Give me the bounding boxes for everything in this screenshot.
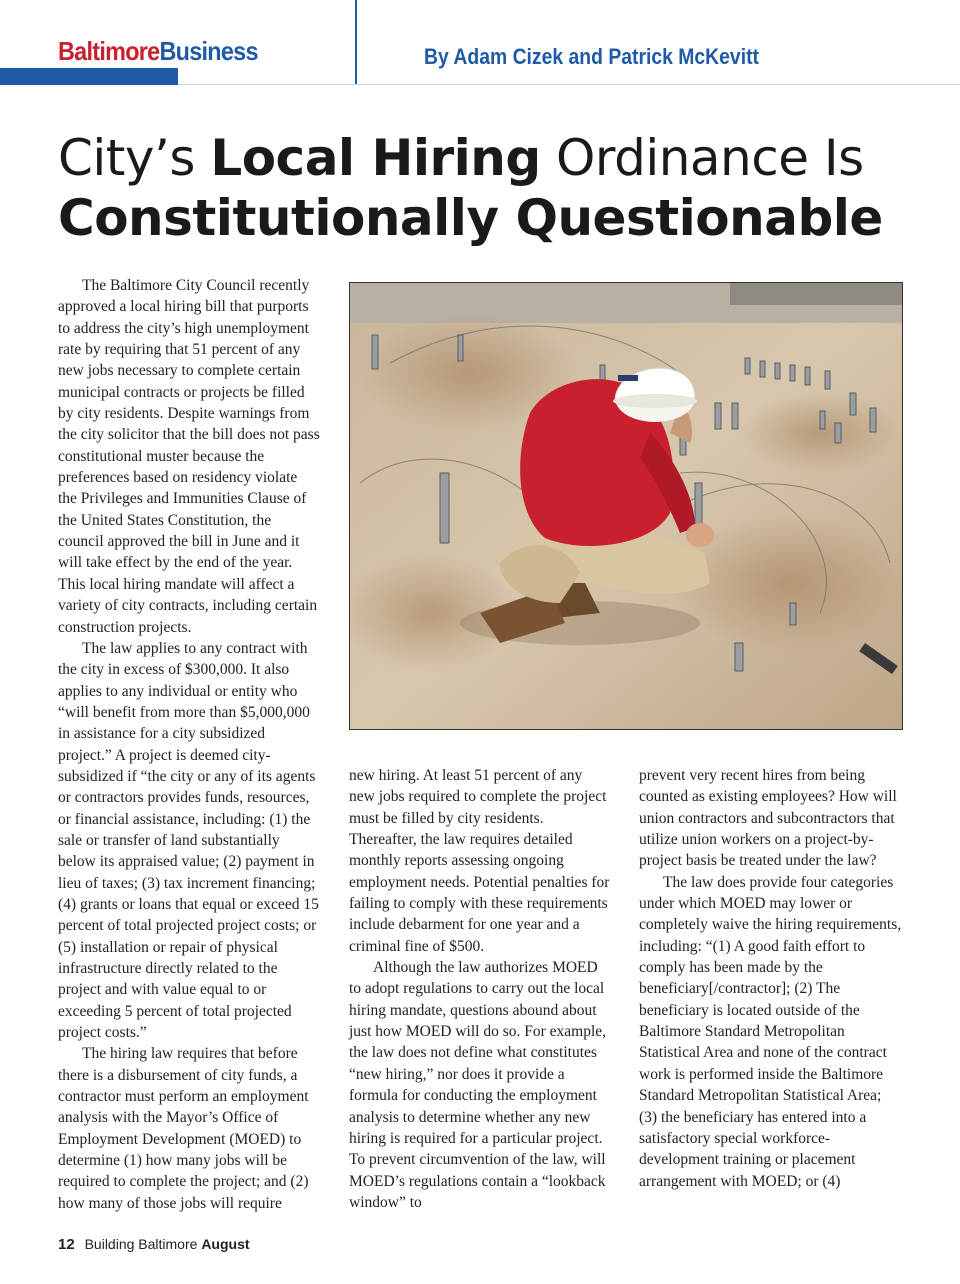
section-name-blue: Business [159,36,258,66]
construction-worker-photo [349,282,903,730]
article-column-1 [58,275,320,1214]
paragraph: Although the law authorizes MOED to adopt regulations to carry out the local hiring mandate, questions abound about just how MOED will do so. For example, the law does not define what constitutes “new hiring,” nor does it provide a formula for conducting the employment analysis to determine whether any new hiring is required for a particular project. To prevent circumvention of the law, will MOED’s regulations contain a “lookback window” to [349,959,607,1211]
paragraph: The hiring law requires that before there is a disbursement of city funds, a contractor must perform an employment analysis with the Mayor’s Office of Employment Development (MOED) to determine (1) how many jobs will be required to complete the project; and (2) how many of those jobs will require [58,1045,309,1212]
issue-month: August [201,1236,250,1252]
paragraph: new hiring. At least 51 percent of any new jobs required to complete the project must be filled by city residents. Thereafter, the law requires detailed monthly reports assessing ongoing employment needs. Potential penalties for failing to comply with these requirements include debarment for one year and a criminal fine of $500. [349,767,610,955]
masthead-rule [178,84,960,85]
paragraph: The law applies to any contract with the city in excess of $300,000. It also applies to any individual or entity who “will benefit from more than $5,000,000 in assistance for a city subsidized project.” A project is deemed city-subsidized if “the city or any of its agents or contractors provides funds, resources, or financial assistance, including: (1) the sale or transfer of land substantially below its appraised value; (2) payment in lieu of taxes; (3) tax increment financing; (4) grants or loans that equal or exceed 15 percent of total projected project costs; or (5) installation or repair of physical infrastructure directly related to the project and with value equal to or exceeding 5 percent of total projected project costs.” [58,639,319,1042]
paragraph: The Baltimore City Council recently approved a local hiring bill that purports to address the city’s high unemployment rate by requiring that 51 percent of any new jobs necessary to complete certain municipal contracts or projects be filled by city residents. Despite warnings from the city solicitor that the bill does not pass constitutional muster because the preferences based on residency violate the Privileges and Immunities Clause of the United States Constitution, the council approved the bill in June and it will take effect by the end of the year. This local hiring mandate will affect a variety of city contracts, including certain construction projects. [58,277,320,636]
page-footer [58,1236,250,1253]
paragraph: The law does provide four categories under which MOED may lower or completely waive the hiring requirements, including: “(1) A good faith effort to comply has been made by the beneficiary[/contractor]; (2) The beneficiary is located outside of the Baltimore Standard Metropolitan Statistical Area and none of the contract work is performed inside the Baltimore Standard Metropolitan Statistical Area; (3) the beneficiary has entered into a satisfactory special workforce-development training or placement arrangement with MOED; or (4) [639,873,902,1190]
headline-part3: Ordinance Is [540,129,864,187]
byline: By Adam Cizek and Patrick McKevitt [424,44,759,69]
masthead-bar [0,68,178,85]
section-name [58,38,258,64]
headline-part2: Local Hiring [210,129,541,187]
headline-part4: Constitutionally Questionable [58,189,883,247]
masthead-divider [355,0,357,84]
page-number: 12 [58,1236,75,1253]
article-headline [58,128,938,248]
article-column-3 [639,765,903,1192]
publication-name: Building Baltimore [84,1236,198,1252]
article-column-2 [349,765,611,1213]
paragraph: prevent very recent hires from being counted as existing employees? How will union contractors and subcontractors that utilize union workers on a project-by-project basis be treated under the law? [639,767,897,870]
headline-part1: City’s [58,129,211,187]
section-name-red: Baltimore [58,36,160,66]
